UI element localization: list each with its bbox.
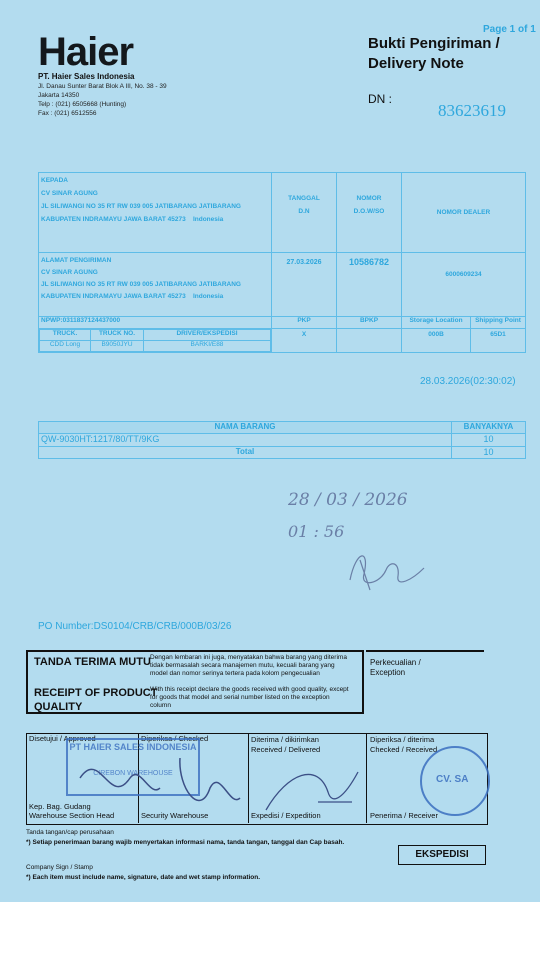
recipient-name: CV SINAR AGUNG <box>41 190 98 197</box>
col-qty-header: BANYAKNYA <box>452 422 526 434</box>
pkp-label: PKP <box>297 317 311 324</box>
items-table <box>38 421 526 459</box>
sig-receiver-top <box>370 735 437 755</box>
page-indicator: Page 1 of 1 <box>483 24 536 35</box>
shipping-point-value: 65D1 <box>490 331 506 338</box>
handwritten-date: 28 / 03 / 2026 <box>288 490 408 510</box>
driver-value: BARKI/E88 <box>144 341 271 352</box>
shipping-address-1: JL SILIWANGI NO 35 RT RW 039 005 JATIBARANG JATIBARANG <box>41 281 241 288</box>
sig-checked-bottom: Security Warehouse <box>141 811 209 820</box>
dealer-value-cell <box>402 253 526 317</box>
receipt-text-id: Dengan lembaran ini juga, menyatakan bahwa barang yang diterima tidak bermasalah secara manajemen mutu, kecuali barang yang model dan nomor serinya tertera pada kolom pengecualian <box>150 654 347 677</box>
cv-round-stamp <box>420 746 490 816</box>
receipt-title-id: TANDA TERIMA MUTU <box>34 656 151 668</box>
receipt-box-right <box>358 650 364 714</box>
driver-label: DRIVER/EKSPEDISI <box>144 330 271 341</box>
shipping-address-2: KABUPATEN INDRAMAYU JAWA BARAT 45273 <box>41 293 186 300</box>
handwritten-time: 01 : 56 <box>288 522 345 541</box>
footer-note-en: *) Each item must include name, signature, date and wet stamp information. <box>26 874 261 881</box>
footer-sign-label-en: Company Sign / Stamp <box>26 864 93 871</box>
truck-label: TRUCK. <box>40 330 91 341</box>
transport-table <box>39 329 271 352</box>
nomor-value-cell <box>337 253 402 317</box>
handwritten-signature-3 <box>258 752 368 818</box>
shipping-country: Indonesia <box>192 293 224 300</box>
storage-value-cell <box>402 329 471 353</box>
sig-receiver-top-2: Checked / Received <box>370 745 438 754</box>
dealer-label: NOMOR DEALER <box>436 209 491 216</box>
shipping-name: CV SINAR AGUNG <box>41 269 98 276</box>
sig-receiver-bottom: Penerima / Receiver <box>370 811 438 820</box>
haier-logo: Haier <box>38 30 134 74</box>
npwp-value: NPWP:0311837124437000 <box>41 317 121 324</box>
title-line-2: Delivery Note <box>368 55 464 72</box>
pkp-value: X <box>301 331 307 338</box>
ekspedisi-box: EKSPEDISI <box>398 845 486 865</box>
truck-no-label: TRUCK NO. <box>91 330 144 341</box>
haier-stamp-line-2: CIREBON WAREHOUSE <box>93 770 173 777</box>
recipient-address-2: KABUPATEN INDRAMAYU JAWA BARAT 45273 <box>41 216 186 223</box>
sig-approved-bottom-1: Kep. Bag. Gudang <box>29 802 91 811</box>
item-qty: 10 <box>452 434 526 447</box>
storage-label: Storage Location <box>409 317 463 324</box>
tanggal-header-cell <box>272 173 337 253</box>
haier-stamp-line-1: PT HAIER SALES INDONESIA <box>69 742 197 752</box>
total-value: 10 <box>452 447 526 459</box>
printed-timestamp: 28.03.2026(02:30:02) <box>420 376 516 387</box>
exception-label-1: Perkecualian / <box>370 658 421 667</box>
title-line-1: Bukti Pengiriman / <box>368 35 500 52</box>
tanggal-sub: D.N <box>298 208 310 215</box>
transport-cell <box>39 329 272 353</box>
pkp-value-cell <box>272 329 337 353</box>
footer-note-id: *) Setiap penerimaan barang wajib menyertakan informasi nama, tanda tangan, tanggal dan Cap basah. <box>26 839 345 846</box>
total-label: Total <box>39 447 452 459</box>
handwritten-signature-2 <box>60 748 250 820</box>
receipt-text-en: With this receipt declare the goods received with good quality, except for goods that model and serial number listed on the exception column <box>150 686 349 709</box>
dealer-value: 6000609234 <box>445 271 482 278</box>
footer-sign-label: Tanda tangan/cap perusahaan <box>26 829 114 836</box>
receipt-title-en-2: QUALITY <box>34 701 83 713</box>
table-row <box>39 434 526 447</box>
shipping-point-label-cell <box>471 317 526 329</box>
shipping-point-label: Shipping Point <box>475 317 521 324</box>
receipt-title-en-1: RECEIPT OF PRODUCT <box>34 687 158 699</box>
pkp-label-cell <box>272 317 337 329</box>
receipt-title-en <box>34 686 157 714</box>
truck-value: CDD Long <box>40 341 91 352</box>
sig-checked-top: Diperiksa / Checked <box>141 734 209 743</box>
storage-label-cell <box>402 317 471 329</box>
sig-received-top-2: Received / Delivered <box>251 745 321 754</box>
bpkp-label: BPKP <box>359 317 379 324</box>
nomor-label: NOMOR <box>356 195 382 202</box>
sig-expedition-bottom: Expedisi / Expedition <box>251 811 321 820</box>
dn-label: DN : <box>368 92 392 106</box>
document-title <box>368 34 500 74</box>
bpkp-value-cell <box>337 329 402 353</box>
sig-receiver-top-1: Diperiksa / diterima <box>370 735 435 744</box>
storage-value: 000B <box>428 331 444 338</box>
recipient-table <box>38 172 526 353</box>
nomor-header-cell <box>337 173 402 253</box>
item-name: QW-9030HT:1217/80/TT/9KG <box>39 434 452 447</box>
sig-received-top-1: Diterima / dikirimkan <box>251 735 319 744</box>
company-address-1: Jl. Danau Sunter Barat Blok A III, No. 38 - 39 <box>38 83 167 90</box>
company-fax: Fax : (021) 6512556 <box>38 110 97 117</box>
nomor-value: 10586782 <box>348 257 390 267</box>
shipping-point-value-cell <box>471 329 526 353</box>
po-number: PO Number:DS0104/CRB/CRB/000B/03/26 <box>38 621 232 632</box>
tanggal-value-cell <box>272 253 337 317</box>
tanggal-label: TANGGAL <box>288 195 320 202</box>
dealer-header-cell <box>402 173 526 253</box>
truck-no-value: B9050JYU <box>91 341 144 352</box>
company-name: PT. Haier Sales Indonesia <box>38 72 135 81</box>
shipping-cell <box>39 253 272 317</box>
recipient-address-1: JL SILIWANGI NO 35 RT RW 039 005 JATIBARANG JATIBARANG <box>41 203 241 210</box>
handwritten-signature-1 <box>340 540 430 600</box>
recipient-country: Indonesia <box>192 216 224 223</box>
company-phone: Telp : (021) 6505668 (Hunting) <box>38 101 127 108</box>
dn-number: 83623619 <box>438 101 506 120</box>
company-address-2: Jakarta 14350 <box>38 92 80 99</box>
bpkp-label-cell <box>337 317 402 329</box>
exception-label <box>370 658 421 678</box>
col-name-header: NAMA BARANG <box>39 422 452 434</box>
sig-approved-bottom-2: Warehouse Section Head <box>29 811 115 820</box>
shipping-label: ALAMAT PENGIRIMAN <box>41 257 112 264</box>
exception-label-2: Exception <box>370 668 406 677</box>
sig-approved-top: Disetujui / Approved <box>29 734 96 743</box>
tanggal-value: 27.03.2026 <box>286 259 322 266</box>
nomor-sub: D.O.W/SO <box>353 208 385 215</box>
recipient-cell <box>39 173 272 253</box>
kepada-label: KEPADA <box>41 177 68 184</box>
cv-stamp-text: CV. SA <box>436 774 469 785</box>
npwp-cell <box>39 317 272 329</box>
